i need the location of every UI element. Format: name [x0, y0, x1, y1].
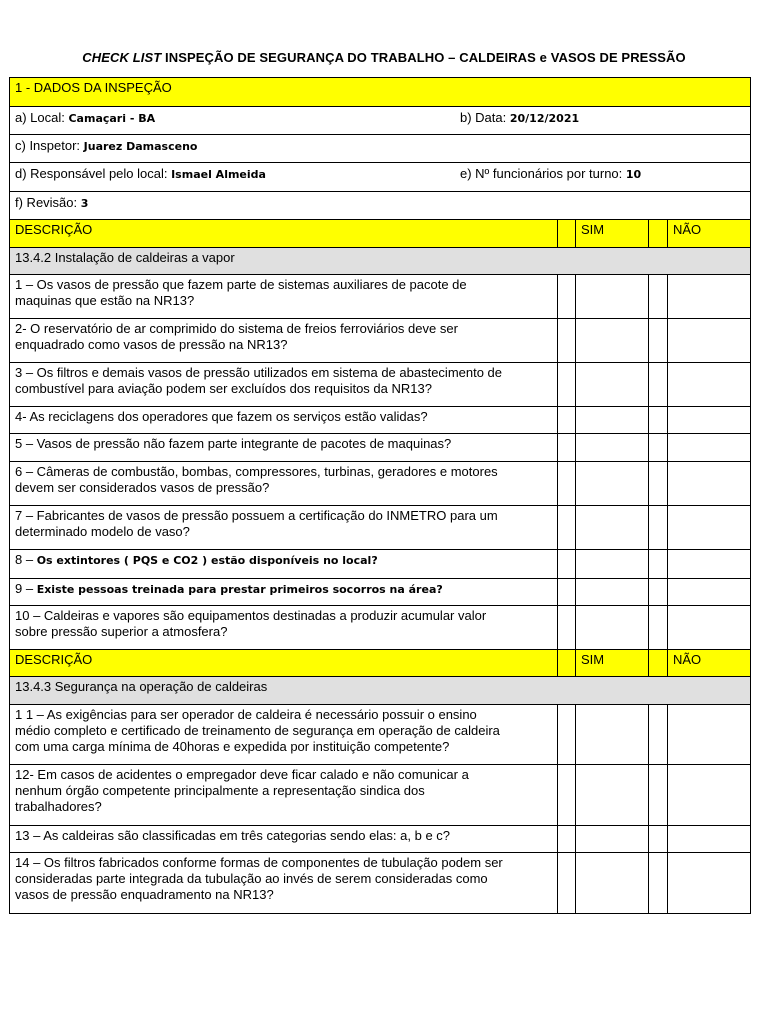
- gap-cell: [649, 550, 668, 579]
- yes-cell[interactable]: [576, 765, 649, 826]
- revision-value: 3: [80, 197, 89, 210]
- question-7: [10, 506, 558, 550]
- section1-title: 13.4.2 Instalação de caldeiras a vapor: [10, 248, 751, 275]
- no-cell[interactable]: [668, 319, 751, 363]
- yes-cell[interactable]: [576, 319, 649, 363]
- question-text: sobre pressão superior a atmosfera?: [15, 624, 228, 639]
- question-11: [10, 705, 558, 765]
- question-text: 1 – Os vasos de pressão que fazem parte de sistemas auxiliares de pacote de: [15, 277, 467, 292]
- question-text: nenhum órgão competente principalmente a representação sindica dos: [15, 783, 425, 798]
- col-description: DESCRIÇÃO: [10, 220, 558, 248]
- gap-cell: [649, 606, 668, 650]
- gap-cell: [558, 826, 576, 853]
- no-cell[interactable]: [668, 550, 751, 579]
- question-6: [10, 462, 558, 506]
- gap-cell: [558, 853, 576, 914]
- table-row: [10, 579, 751, 606]
- gap-cell: [558, 462, 576, 506]
- col-gap-1: [558, 220, 576, 248]
- gap-cell: [558, 606, 576, 650]
- table-row: [10, 550, 751, 579]
- col-no: NÃO: [668, 650, 751, 677]
- question-5: 5 – Vasos de pressão não fazem parte integrante de pacotes de maquinas?: [10, 434, 558, 462]
- col-yes: SIM: [576, 220, 649, 248]
- question-4: 4- As reciclagens dos operadores que fazem os serviços estão validas?: [10, 407, 558, 434]
- column-header-row-1: [10, 220, 751, 248]
- question-prefix: 9 –: [15, 581, 37, 596]
- table-row: [10, 765, 751, 826]
- yes-cell[interactable]: [576, 506, 649, 550]
- no-cell[interactable]: [668, 826, 751, 853]
- gap-cell: [649, 363, 668, 407]
- gap-cell: [649, 579, 668, 606]
- question-2: [10, 319, 558, 363]
- gap-cell: [649, 765, 668, 826]
- col-no: NÃO: [668, 220, 751, 248]
- local-label: a) Local:: [15, 110, 69, 125]
- question-text: maquinas que estão na NR13?: [15, 293, 195, 308]
- gap-cell: [649, 826, 668, 853]
- no-cell[interactable]: [668, 275, 751, 319]
- yes-cell[interactable]: [576, 853, 649, 914]
- question-prefix: 8 –: [15, 552, 37, 567]
- gap-cell: [649, 462, 668, 506]
- no-cell[interactable]: [668, 765, 751, 826]
- col-gap-2: [649, 650, 668, 677]
- yes-cell[interactable]: [576, 407, 649, 434]
- title-italic: CHECK LIST: [82, 50, 162, 65]
- yes-cell[interactable]: [576, 363, 649, 407]
- gap-cell: [558, 579, 576, 606]
- gap-cell: [558, 319, 576, 363]
- question-10: [10, 606, 558, 650]
- table-row: [10, 319, 751, 363]
- yes-cell[interactable]: [576, 579, 649, 606]
- section2-title-row: [10, 677, 751, 705]
- question-text: 2- O reservatório de ar comprimido do sistema de freios ferroviários deve ser: [15, 321, 458, 336]
- question-12: [10, 765, 558, 826]
- row-responsible: [10, 163, 751, 192]
- yes-cell[interactable]: [576, 606, 649, 650]
- question-text: 3 – Os filtros e demais vasos de pressão utilizados em sistema de abastecimento de: [15, 365, 503, 380]
- question-text: consideradas parte integrada da tubulação ao invés de serem consideradas como: [15, 871, 488, 886]
- question-text: determinado modelo de vaso?: [15, 524, 190, 539]
- yes-cell[interactable]: [576, 434, 649, 462]
- question-text: enquadrado como vasos de pressão na NR13?: [15, 337, 288, 352]
- col-yes: SIM: [576, 650, 649, 677]
- table-row: [10, 407, 751, 434]
- col-description: DESCRIÇÃO: [10, 650, 558, 677]
- question-9: [10, 579, 558, 606]
- table-row: [10, 506, 751, 550]
- gap-cell: [558, 275, 576, 319]
- table-row: [10, 434, 751, 462]
- no-cell[interactable]: [668, 506, 751, 550]
- question-text: 6 – Câmeras de combustão, bombas, compressores, turbinas, geradores e motores: [15, 464, 498, 479]
- gap-cell: [649, 407, 668, 434]
- responsible-field: [10, 163, 455, 191]
- inspector-label: c) Inspetor:: [15, 138, 84, 153]
- gap-cell: [649, 275, 668, 319]
- row-inspector: [10, 135, 751, 163]
- gap-cell: [649, 506, 668, 550]
- date-value: 20/12/2021: [509, 112, 580, 125]
- no-cell[interactable]: [668, 853, 751, 914]
- question-text: médio completo e certificado de treinamento de segurança em operação de caldeira: [15, 723, 500, 738]
- row-revision: [10, 192, 751, 220]
- row-local-date: [10, 107, 751, 135]
- inspection-header-row: [10, 78, 751, 107]
- gap-cell: [649, 853, 668, 914]
- question-13: 13 – As caldeiras são classificadas em três categorias sendo elas: a, b e c?: [10, 826, 558, 853]
- local-field: [10, 107, 455, 134]
- question-text: 7 – Fabricantes de vasos de pressão possuem a certificação do INMETRO para um: [15, 508, 498, 523]
- question-text: trabalhadores?: [15, 799, 102, 814]
- col-gap-2: [649, 220, 668, 248]
- table-row: [10, 462, 751, 506]
- date-field: [455, 107, 584, 134]
- question-1: [10, 275, 558, 319]
- col-gap-1: [558, 650, 576, 677]
- page-title: [0, 50, 768, 65]
- question-text: combustível para aviação podem ser excluídos dos requisitos da NR13?: [15, 381, 432, 396]
- gap-cell: [649, 319, 668, 363]
- yes-cell[interactable]: [576, 826, 649, 853]
- yes-cell[interactable]: [576, 275, 649, 319]
- employees-field: [455, 163, 646, 191]
- gap-cell: [558, 550, 576, 579]
- inspector-field: [10, 135, 751, 163]
- no-cell[interactable]: [668, 606, 751, 650]
- section1-title-row: [10, 248, 751, 275]
- gap-cell: [558, 765, 576, 826]
- responsible-label: d) Responsável pelo local:: [15, 166, 172, 181]
- gap-cell: [558, 407, 576, 434]
- no-cell[interactable]: [668, 462, 751, 506]
- inspection-header: 1 - DADOS DA INSPEÇÃO: [10, 78, 751, 107]
- question-text: vasos de pressão enquadramento na NR13?: [15, 887, 274, 902]
- question-text: Existe pessoas treinada para prestar primeiros socorros na área?: [36, 583, 443, 596]
- inspection-checklist-table: [9, 77, 751, 914]
- table-row: [10, 363, 751, 407]
- revision-label: f) Revisão:: [15, 195, 81, 210]
- question-text: Os extintores ( PQS e CO2 ) estão disponíveis no local?: [36, 554, 378, 567]
- gap-cell: [558, 705, 576, 765]
- question-3: [10, 363, 558, 407]
- revision-field: [10, 192, 751, 220]
- question-text: 10 – Caldeiras e vapores são equipamentos destinadas a produzir acumular valor: [15, 608, 487, 623]
- table-row: [10, 826, 751, 853]
- employees-value: 10: [625, 168, 642, 181]
- question-text: com uma carga mínima de 40horas e expedida por instituição competente?: [15, 739, 450, 754]
- table-row: [10, 606, 751, 650]
- table-row: [10, 853, 751, 914]
- no-cell[interactable]: [668, 407, 751, 434]
- employees-label: e) Nº funcionários por turno:: [460, 166, 626, 181]
- no-cell[interactable]: [668, 579, 751, 606]
- gap-cell: [558, 506, 576, 550]
- question-text: 14 – Os filtros fabricados conforme formas de componentes de tubulação podem ser: [15, 855, 503, 870]
- no-cell[interactable]: [668, 434, 751, 462]
- question-14: [10, 853, 558, 914]
- title-rest: INSPEÇÃO DE SEGURANÇA DO TRABALHO – CALDEIRAS e VASOS DE PRESSÃO: [161, 50, 686, 65]
- question-text: 12- Em casos de acidentes o empregador deve ficar calado e não comunicar a: [15, 767, 469, 782]
- inspector-value: Juarez Damasceno: [83, 140, 198, 153]
- question-text: 1 1 – As exigências para ser operador de caldeira é necessário possuir o ensino: [15, 707, 477, 722]
- yes-cell[interactable]: [576, 705, 649, 765]
- no-cell[interactable]: [668, 363, 751, 407]
- no-cell[interactable]: [668, 705, 751, 765]
- date-label: b) Data:: [460, 110, 510, 125]
- question-text: devem ser considerados vasos de pressão?: [15, 480, 270, 495]
- local-value: Camaçari - BA: [68, 112, 156, 125]
- yes-cell[interactable]: [576, 550, 649, 579]
- table-row: [10, 705, 751, 765]
- section2-title: 13.4.3 Segurança na operação de caldeiras: [10, 677, 751, 705]
- gap-cell: [649, 434, 668, 462]
- yes-cell[interactable]: [576, 462, 649, 506]
- table-row: [10, 275, 751, 319]
- gap-cell: [649, 705, 668, 765]
- gap-cell: [558, 363, 576, 407]
- question-8: [10, 550, 558, 579]
- column-header-row-2: [10, 650, 751, 677]
- gap-cell: [558, 434, 576, 462]
- responsible-value: Ismael Almeida: [171, 168, 266, 181]
